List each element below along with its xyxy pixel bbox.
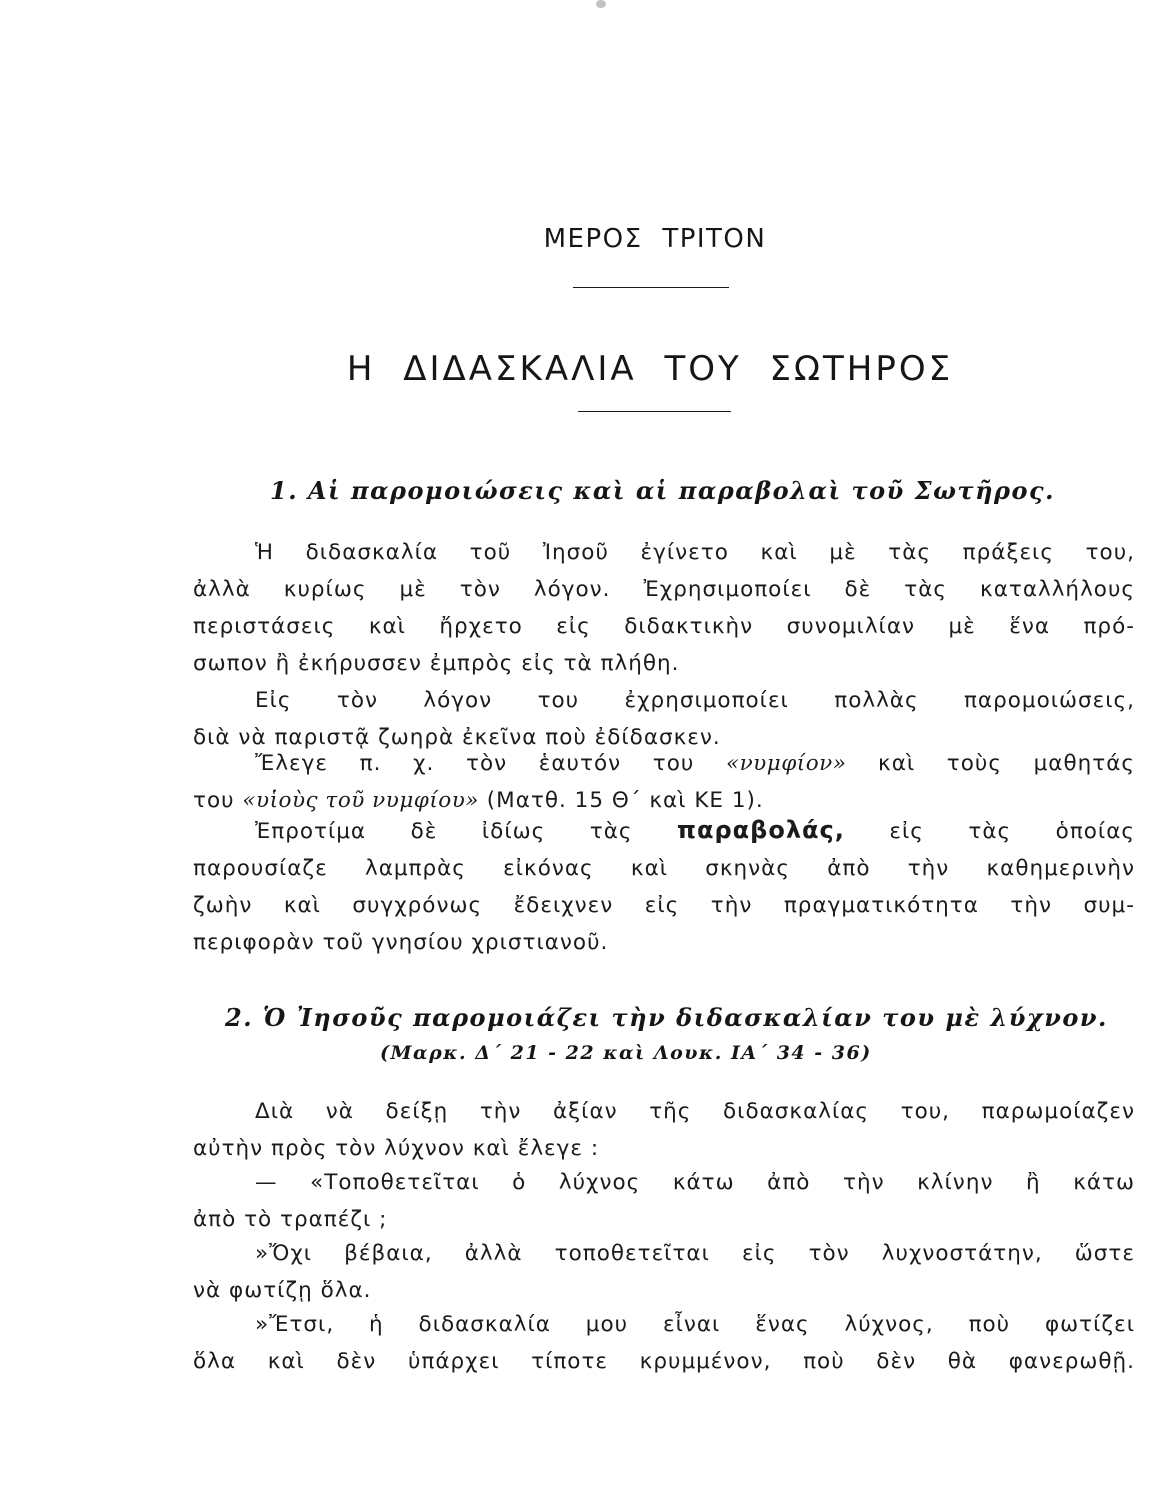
section-2-paragraph-1	[193, 1093, 1135, 1167]
text-line: παρουσίαζε λαμπρὰς εἰκόνας καὶ σκηνὰς ἀπὸ τὴν καθημερινὴν	[193, 856, 1135, 881]
text-line: σωπον ἢ ἐκήρυσσεν ἐμπρὸς εἰς τὰ πλήθη.	[193, 651, 680, 676]
text-line: Διὰ νὰ δείξῃ τὴν ἀξίαν τῆς διδασκαλίας του, παρωμοίαζεν	[255, 1099, 1135, 1124]
text-line: »Ἔτσι, ἡ διδασκαλία μου εἶναι ἕνας λύχνος, ποὺ φωτίζει	[255, 1312, 1135, 1337]
text-line: ὅλα καὶ δὲν ὑπάρχει τίποτε κρυμμένον, ποὺ δὲν θὰ φανερωθῇ.	[193, 1349, 1135, 1374]
section-2-paragraph-3	[193, 1235, 1135, 1309]
text-line	[193, 745, 1135, 782]
text-fragment: Ἐπροτίμα δὲ ἰδίως τὰς	[255, 819, 633, 844]
italic-quote: «νυμφίον»	[725, 751, 847, 776]
text-line	[193, 812, 1135, 850]
section-2-heading: 2. Ὁ Ἰησοῦς παρομοιάζει τὴν διδασκαλίαν του μὲ λύχνον.	[225, 1003, 1108, 1032]
text-line: Εἰς τὸν λόγον του ἐχρησιμοποίει πολλὰς παρομοιώσεις,	[255, 688, 1135, 713]
ink-smudge	[596, 0, 606, 8]
part-title: ΜΕΡΟΣ ΤΡΙΤΟΝ	[543, 224, 767, 254]
section-1-paragraph-1	[193, 534, 1135, 682]
text-fragment: εἰς τὰς ὁποίας	[889, 819, 1135, 844]
text-line: ἀπὸ τὸ τραπέζι ;	[193, 1207, 388, 1232]
text-fragment: (Ματθ. 15 Θ΄ καὶ ΚΕ 1).	[486, 788, 764, 813]
title-divider-bottom	[578, 411, 731, 412]
title-divider-top	[573, 287, 729, 288]
text-line: περιφορὰν τοῦ γνησίου χριστιανοῦ.	[193, 930, 609, 955]
bold-term: παραβολάς,	[677, 816, 845, 844]
text-line: περιστάσεις καὶ ἤρχετο εἰς διδακτικὴν συνομιλίαν μὲ ἕνα πρό-	[193, 614, 1135, 639]
text-line: — «Τοποθετεῖται ὁ λύχνος κάτω ἀπὸ τὴν κλίνην ἢ κάτω	[255, 1170, 1135, 1195]
text-fragment: καὶ τοὺς μαθητάς	[878, 751, 1135, 776]
text-line: ἀλλὰ κυρίως μὲ τὸν λόγον. Ἐχρησιμοποίει δὲ τὰς καταλλήλους	[193, 577, 1135, 602]
text-line: ζωὴν καὶ συγχρόνως ἔδειχνεν εἰς τὴν πραγματικότητα τὴν συμ-	[193, 893, 1135, 918]
italic-quote: «υἱοὺς τοῦ νυμφίου»	[242, 788, 479, 813]
text-fragment: Ἔλεγε π. χ. τὸν ἑαυτόν του	[255, 751, 695, 776]
text-fragment: του	[193, 788, 235, 813]
section-2-reference: (Μαρκ. Δ΄ 21 - 22 καὶ Λουκ. ΙΑ΄ 34 - 36)	[380, 1042, 872, 1064]
section-1-paragraph-4	[193, 812, 1135, 961]
text-line: νὰ φωτίζῃ ὅλα.	[193, 1278, 372, 1303]
text-line: »Ὄχι βέβαια, ἀλλὰ τοποθετεῖται εἰς τὸν λυχνοστάτην, ὥστε	[255, 1241, 1135, 1266]
text-line: αὐτὴν πρὸς τὸν λύχνον καὶ ἔλεγε :	[193, 1136, 600, 1161]
section-2-paragraph-2	[193, 1164, 1135, 1238]
text-line: διὰ νὰ παριστᾷ ζωηρὰ ἐκεῖνα ποὺ ἐδίδασκεν.	[193, 725, 721, 750]
section-2-paragraph-4	[193, 1306, 1135, 1380]
text-line: Ἡ διδασκαλία τοῦ Ἰησοῦ ἐγίνετο καὶ μὲ τὰς πράξεις του,	[255, 540, 1135, 565]
section-1-heading: 1. Αἱ παρομοιώσεις καὶ αἱ παραβολαὶ τοῦ Σωτῆρος.	[270, 476, 1055, 505]
section-1-paragraph-3	[193, 745, 1135, 819]
chapter-title: Η ΔΙΔΑΣΚΑΛΙΑ ΤΟΥ ΣΩΤΗΡΟΣ	[346, 349, 954, 389]
